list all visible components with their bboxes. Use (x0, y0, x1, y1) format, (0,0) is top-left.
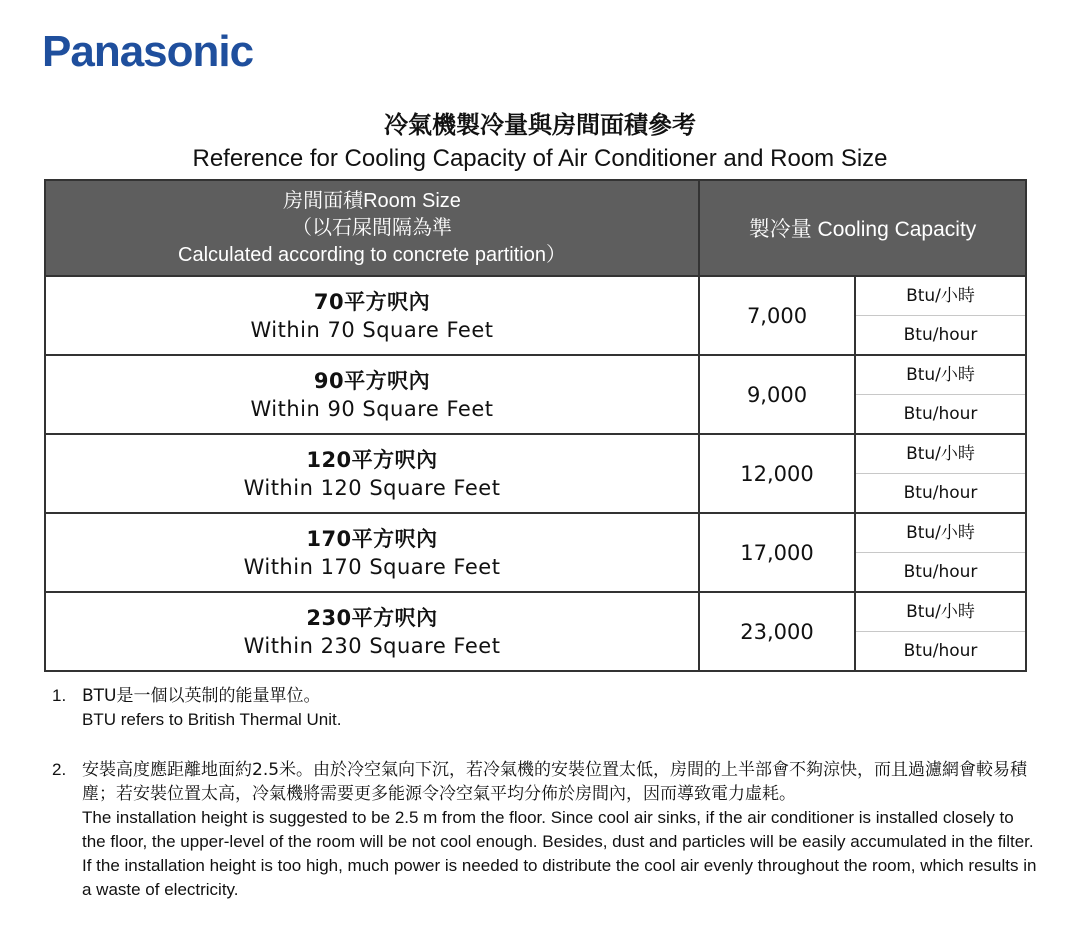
capacity-unit-cell (855, 276, 1026, 355)
capacity-unit-cell (855, 355, 1026, 434)
note-text-chinese: 安裝高度應距離地面約2.5米。由於冷空氣向下沉，若冷氣機的安裝位置太低，房間的上半部會不夠涼快，而且過濾網會較易積塵；若安裝位置太高，冷氣機將需要更多能源令冷空氣平均分佈於房間內，因而導致電力虛耗。 (82, 760, 1028, 804)
room-size-english: Within 70 Square Feet (250, 317, 494, 342)
notes-section (52, 684, 1037, 902)
room-size-chinese: 120平方呎內 (306, 447, 438, 472)
note-item (52, 684, 1037, 732)
table-row (45, 513, 1026, 592)
header-cooling-capacity: 製冷量 Cooling Capacity (699, 180, 1026, 276)
room-size-chinese: 230平方呎內 (306, 605, 438, 630)
note-text-english: BTU refers to British Thermal Unit. (82, 710, 342, 729)
table-header-row (45, 180, 1026, 276)
unit-chinese: Btu/小時 (856, 593, 1025, 632)
note-item (52, 758, 1037, 902)
table-row (45, 355, 1026, 434)
capacity-value: 12,000 (699, 434, 855, 513)
panasonic-logo: Panasonic (42, 27, 254, 76)
capacity-value: 9,000 (699, 355, 855, 434)
table-row (45, 276, 1026, 355)
room-size-english: Within 170 Square Feet (243, 554, 501, 579)
capacity-value: 7,000 (699, 276, 855, 355)
note-text-english: The installation height is suggested to be 2.5 m from the floor. Since cool air sinks, if the air conditioner is installed closely to the floor, the upper-level of the room will be not cool enough. Besides, dust and particles will be easily accumulated in the filter. If the installation height is too high, much power is needed to distribute the cool air evenly throughout the room, which results in a waste of electricity. (82, 808, 1037, 899)
room-size-cell (45, 592, 699, 671)
unit-chinese: Btu/小時 (856, 435, 1025, 474)
room-size-english: Within 230 Square Feet (243, 633, 501, 658)
room-size-cell (45, 355, 699, 434)
header-room-size-line2: （以石屎間隔為準 (292, 216, 452, 239)
capacity-value: 17,000 (699, 513, 855, 592)
capacity-unit-cell (855, 592, 1026, 671)
capacity-value: 23,000 (699, 592, 855, 671)
room-size-english: Within 120 Square Feet (243, 475, 501, 500)
unit-chinese: Btu/小時 (856, 356, 1025, 395)
header-room-size-line1: 房間面積Room Size (283, 189, 461, 212)
room-size-cell (45, 276, 699, 355)
room-size-chinese: 90平方呎內 (313, 368, 431, 393)
header-room-size (45, 180, 699, 276)
capacity-unit-cell (855, 434, 1026, 513)
cooling-capacity-table (44, 179, 1027, 672)
note-text-chinese: BTU是一個以英制的能量單位。 (82, 686, 321, 706)
unit-english: Btu/hour (903, 562, 978, 582)
page-title-english: Reference for Cooling Capacity of Air Conditioner and Room Size (192, 145, 888, 172)
unit-english: Btu/hour (903, 641, 978, 661)
room-size-english: Within 90 Square Feet (250, 396, 494, 421)
note-number: 2. (52, 760, 67, 779)
unit-english: Btu/hour (903, 325, 978, 345)
room-size-cell (45, 434, 699, 513)
room-size-cell (45, 513, 699, 592)
unit-chinese: Btu/小時 (856, 277, 1025, 316)
room-size-chinese: 170平方呎內 (306, 526, 438, 551)
room-size-chinese: 70平方呎內 (313, 289, 431, 314)
unit-chinese: Btu/小時 (856, 514, 1025, 553)
table-row (45, 434, 1026, 513)
note-number: 1. (52, 686, 67, 705)
unit-english: Btu/hour (903, 483, 978, 503)
capacity-unit-cell (855, 513, 1026, 592)
unit-english: Btu/hour (903, 404, 978, 424)
page-title-chinese: 冷氣機製冷量與房間面積參考 (384, 111, 696, 139)
header-room-size-line3: Calculated according to concrete partition） (178, 243, 566, 266)
table-row (45, 592, 1026, 671)
